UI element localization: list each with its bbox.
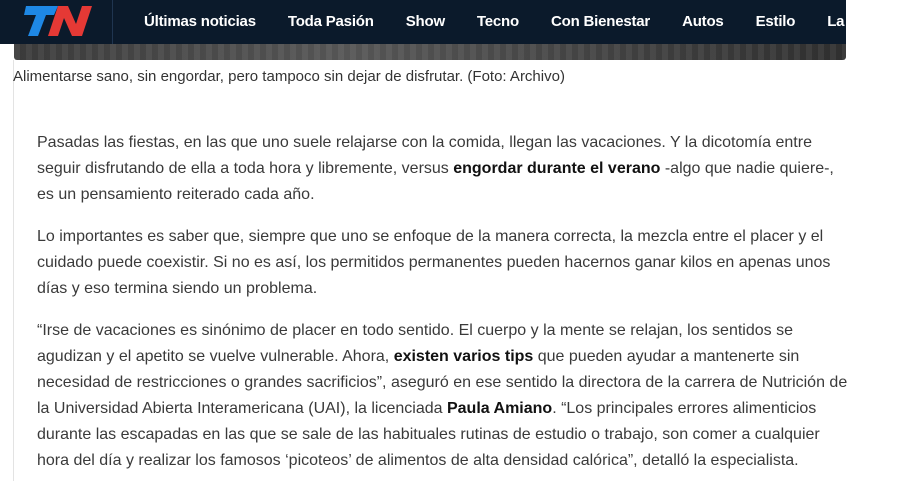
p3-bold-name: Paula Amiano bbox=[446, 400, 553, 417]
p1-bold-text: engordar durante el verano bbox=[453, 160, 661, 177]
nav-item-estilo[interactable]: Estilo bbox=[755, 13, 796, 30]
article-paragraph-2: Lo importantes es saber que, siempre que uno se enfoque de la manera correcta, la mezcla entre el placer y el cuidado puede coexistir. Si no es así, los permitidos permanentes pueden hacernos ganar kilos en apenas unos días y eso termina siendo un problema. bbox=[37, 228, 831, 297]
nav-item-ultimas-noticias[interactable]: Últimas noticias bbox=[144, 13, 256, 30]
nav-item-tecno[interactable]: Tecno bbox=[476, 13, 519, 30]
nav-item-con-bienestar[interactable]: Con Bienestar bbox=[550, 13, 651, 30]
p3-text-a: “Irse de vacaciones es sinónimo de placer en todo sentido. El cuerpo y la mente se relajan, los sentidos se agudizan y el apetito se vuelve vulnerable. Ahora, bbox=[37, 322, 793, 365]
p3-text-e: . “Los principales errores alimenticios durante las escapadas en las que se sale de las habituales rutinas de estudio o trabajo, son comer a cualquier hora del día y realizar los famosos ‘picoteos’ de alimentos de alta densidad calórica”, detalló la especialista. bbox=[37, 400, 820, 469]
article-photo-bottom bbox=[14, 44, 846, 60]
nav-item-la-viola[interactable]: La Viola bbox=[827, 13, 883, 30]
site-header bbox=[0, 0, 883, 44]
p3-text-c: que pueden ayudar a mantenerte sin necesidad de restricciones o grandes sacrificios”, aseguró en ese sentido la directora de la carrera de Nutrición de la Universidad Abierta Interamericana (UAI), la licenciada bbox=[37, 348, 848, 417]
p3-bold-tips: existen varios tips bbox=[393, 348, 534, 365]
photo-caption: Alimentarse sano, sin engordar, pero tampoco sin dejar de disfrutar. (Foto: Archivo) bbox=[13, 68, 565, 85]
nav-item-autos[interactable]: Autos bbox=[682, 13, 724, 30]
article-paragraph-3 bbox=[37, 318, 849, 474]
nav-item-show[interactable]: Show bbox=[405, 13, 445, 30]
tn-logo[interactable] bbox=[24, 4, 94, 38]
article-paragraph-1 bbox=[37, 130, 849, 208]
main-nav bbox=[128, 0, 899, 44]
content-border bbox=[13, 60, 14, 481]
p1-text-c: -algo que nadie quiere-, es un pensamiento reiterado cada año. bbox=[37, 160, 834, 203]
header-divider bbox=[112, 0, 113, 44]
p1-text-a: Pasadas las fiestas, en las que uno suele relajarse con la comida, llegan las vacaciones. Y la dicotomía entre seguir disfrutando de ella a toda hora y libremente, versus bbox=[37, 134, 812, 177]
nav-item-toda-pasion[interactable]: Toda Pasión bbox=[287, 13, 374, 30]
article-body bbox=[37, 130, 849, 490]
